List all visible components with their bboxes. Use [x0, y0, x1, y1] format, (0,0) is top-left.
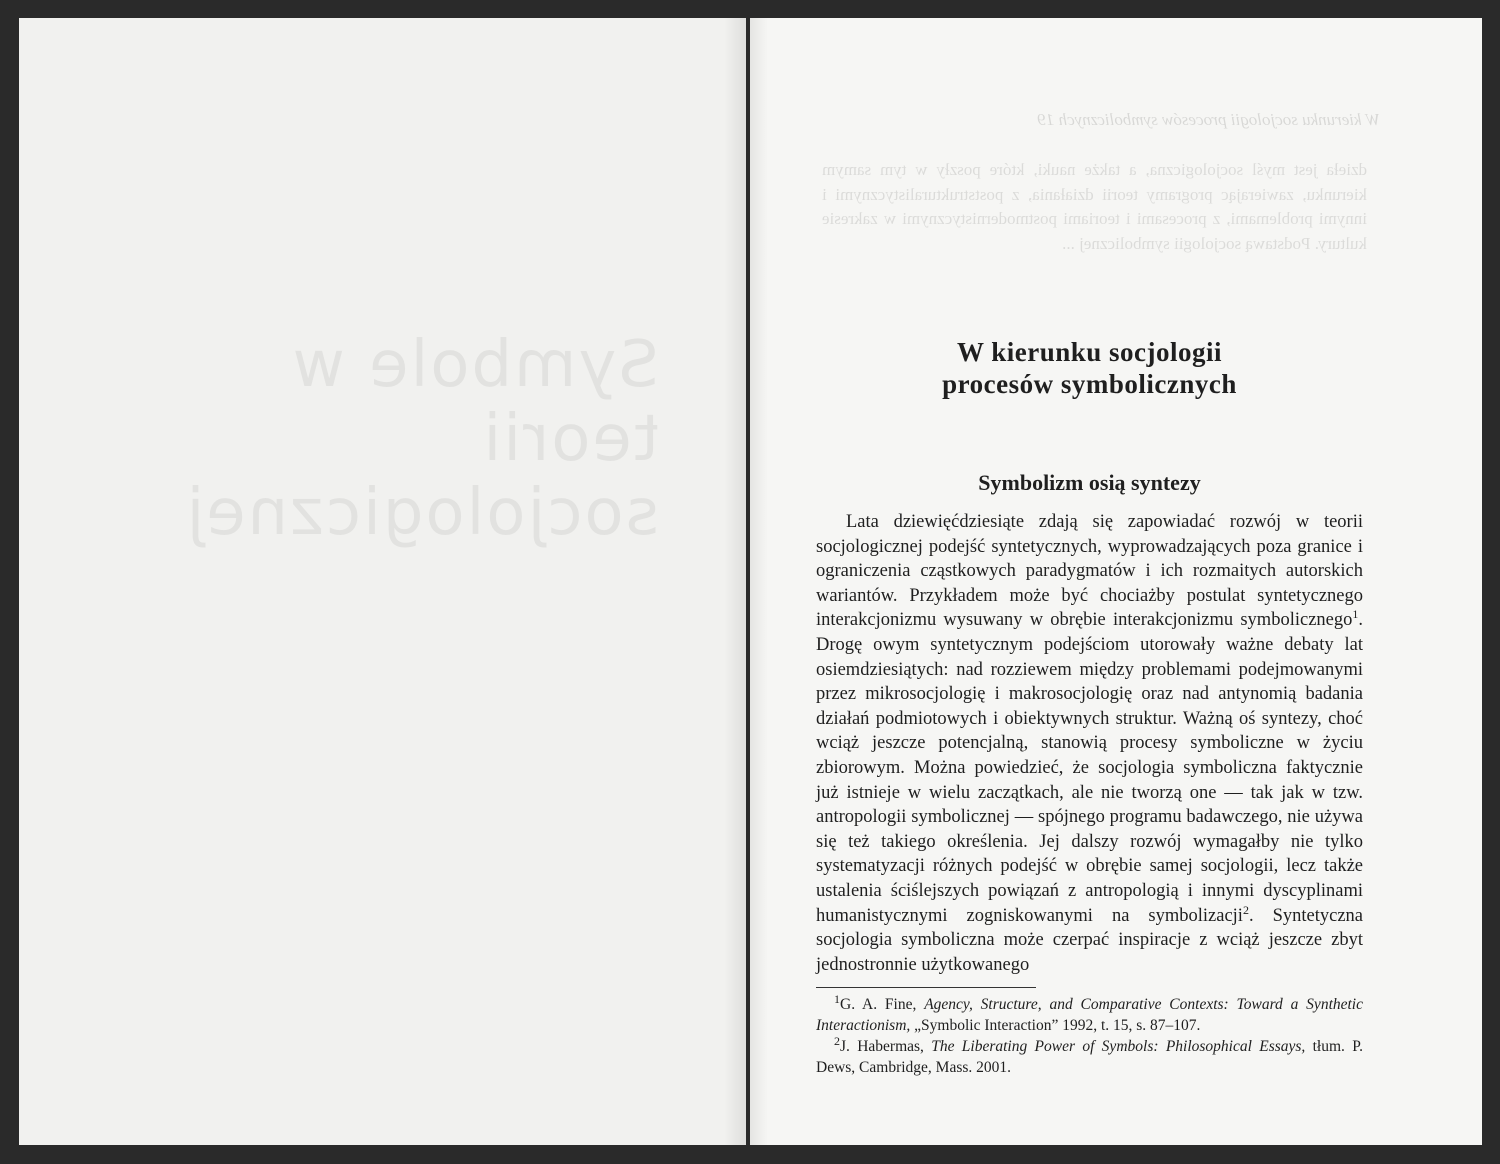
section-title: Symbolizm osią syntezy: [978, 470, 1201, 495]
footnote: [816, 994, 1363, 1036]
ghost-show-through-body: dzieła jest myśl socjologiczna, a także nauki, które poszły w tym samym kierunku, zawierając programy teorii działania, z poststrukturalistycznymi i innymi problemami, z procesami i teoriami postmodernistycznymi w zakresie kultury. Podstawą socjologii symbolicznej ...: [822, 160, 1367, 253]
gutter-shadow: [750, 18, 768, 1145]
right-page: [750, 18, 1482, 1145]
body-text-part: Lata dziewięćdziesiąte zdają się zapowiadać rozwój w teorii socjologicznej podejść syntetycznych, wyprowadzających poza granice i ograniczenia cząstkowych paradygmatów i ich rozmaitych autorskich wariantów. Przykładem może być chociażby postulat syntetycznego interakcjonizmu wysuwany w obrębie interakcjonizmu symbolicznego: [816, 512, 1363, 631]
footnote-number: 2: [834, 1034, 840, 1049]
footnote-number: 1: [834, 992, 840, 1007]
body-text-part: . Syntetyczna socjologia symboliczna może czerpać inspiracje z wciąż jeszcze zbyt jednostronnie użytkowanego: [816, 905, 1363, 975]
footnote-divider: [816, 987, 1036, 988]
footnote-reference: 1: [1352, 607, 1359, 622]
ghost-show-through-title: Symbole w teorii socjologicznej: [184, 328, 659, 550]
page-content: [816, 336, 1363, 1078]
left-page: [19, 18, 746, 1145]
scan-bottom-edge: [0, 1145, 1500, 1164]
chapter-title-line2: procesów symbolicznych: [942, 369, 1237, 399]
ghost-show-through-header: W kierunku socjologii procesów symbolicznych 19: [1037, 110, 1380, 129]
scan-right-edge: [1482, 0, 1500, 1164]
chapter-title: [816, 336, 1363, 400]
footnote-text: J. Habermas,: [840, 1038, 932, 1056]
chapter-title-line1: W kierunku socjologii: [956, 337, 1223, 367]
footnote-title: The Liberating Power of Symbols: Philosophical Essays,: [931, 1038, 1306, 1056]
footnote-text: „Symbolic Interaction” 1992, t. 15, s. 87–107.: [910, 1017, 1201, 1035]
footnote-title: Agency, Structure, and Comparative Contexts: Toward a Synthetic Interactionism,: [816, 996, 1363, 1035]
body-paragraph: [816, 510, 1363, 977]
footnote-reference: 2: [1242, 902, 1249, 917]
footnote-text: G. A. Fine,: [840, 996, 925, 1014]
footnote: [816, 1036, 1363, 1078]
body-text-part: . Drogę owym syntetycznym podejściom utorowały ważne debaty lat osiemdziesiątych: nad rozziewem między problemami podejmowanymi przez mikrosocjologię i makrosocjologię oraz nad antynomią badania działań podmiotowych i obiektywnych struktur. Ważną oś syntezy, choć wciąż jeszcze potencjalną, stanowią procesy symboliczne w życiu zbiorowym. Można powiedzieć, że socjologia symboliczna faktycznie już istnieje w wielu zaczątkach, ale nie tworzą one — tak jak w tzw. antropologii symbolicznej — spójnego programu badawczego, nie używa się też takiego określenia. Jej dalszy rozwój wymagałby nie tylko systematyzacji różnych podejść w obrębie samej socjologii, lecz także ustalenia ściślejszych powiązań z antropologią i innymi dyscyplinami humanistycznymi zogniskowanymi na symbolizacji: [816, 610, 1363, 926]
footnote-text: tłum. P. Dews, Cambridge, Mass. 2001.: [816, 1038, 1363, 1077]
gutter-shadow: [724, 18, 746, 1145]
